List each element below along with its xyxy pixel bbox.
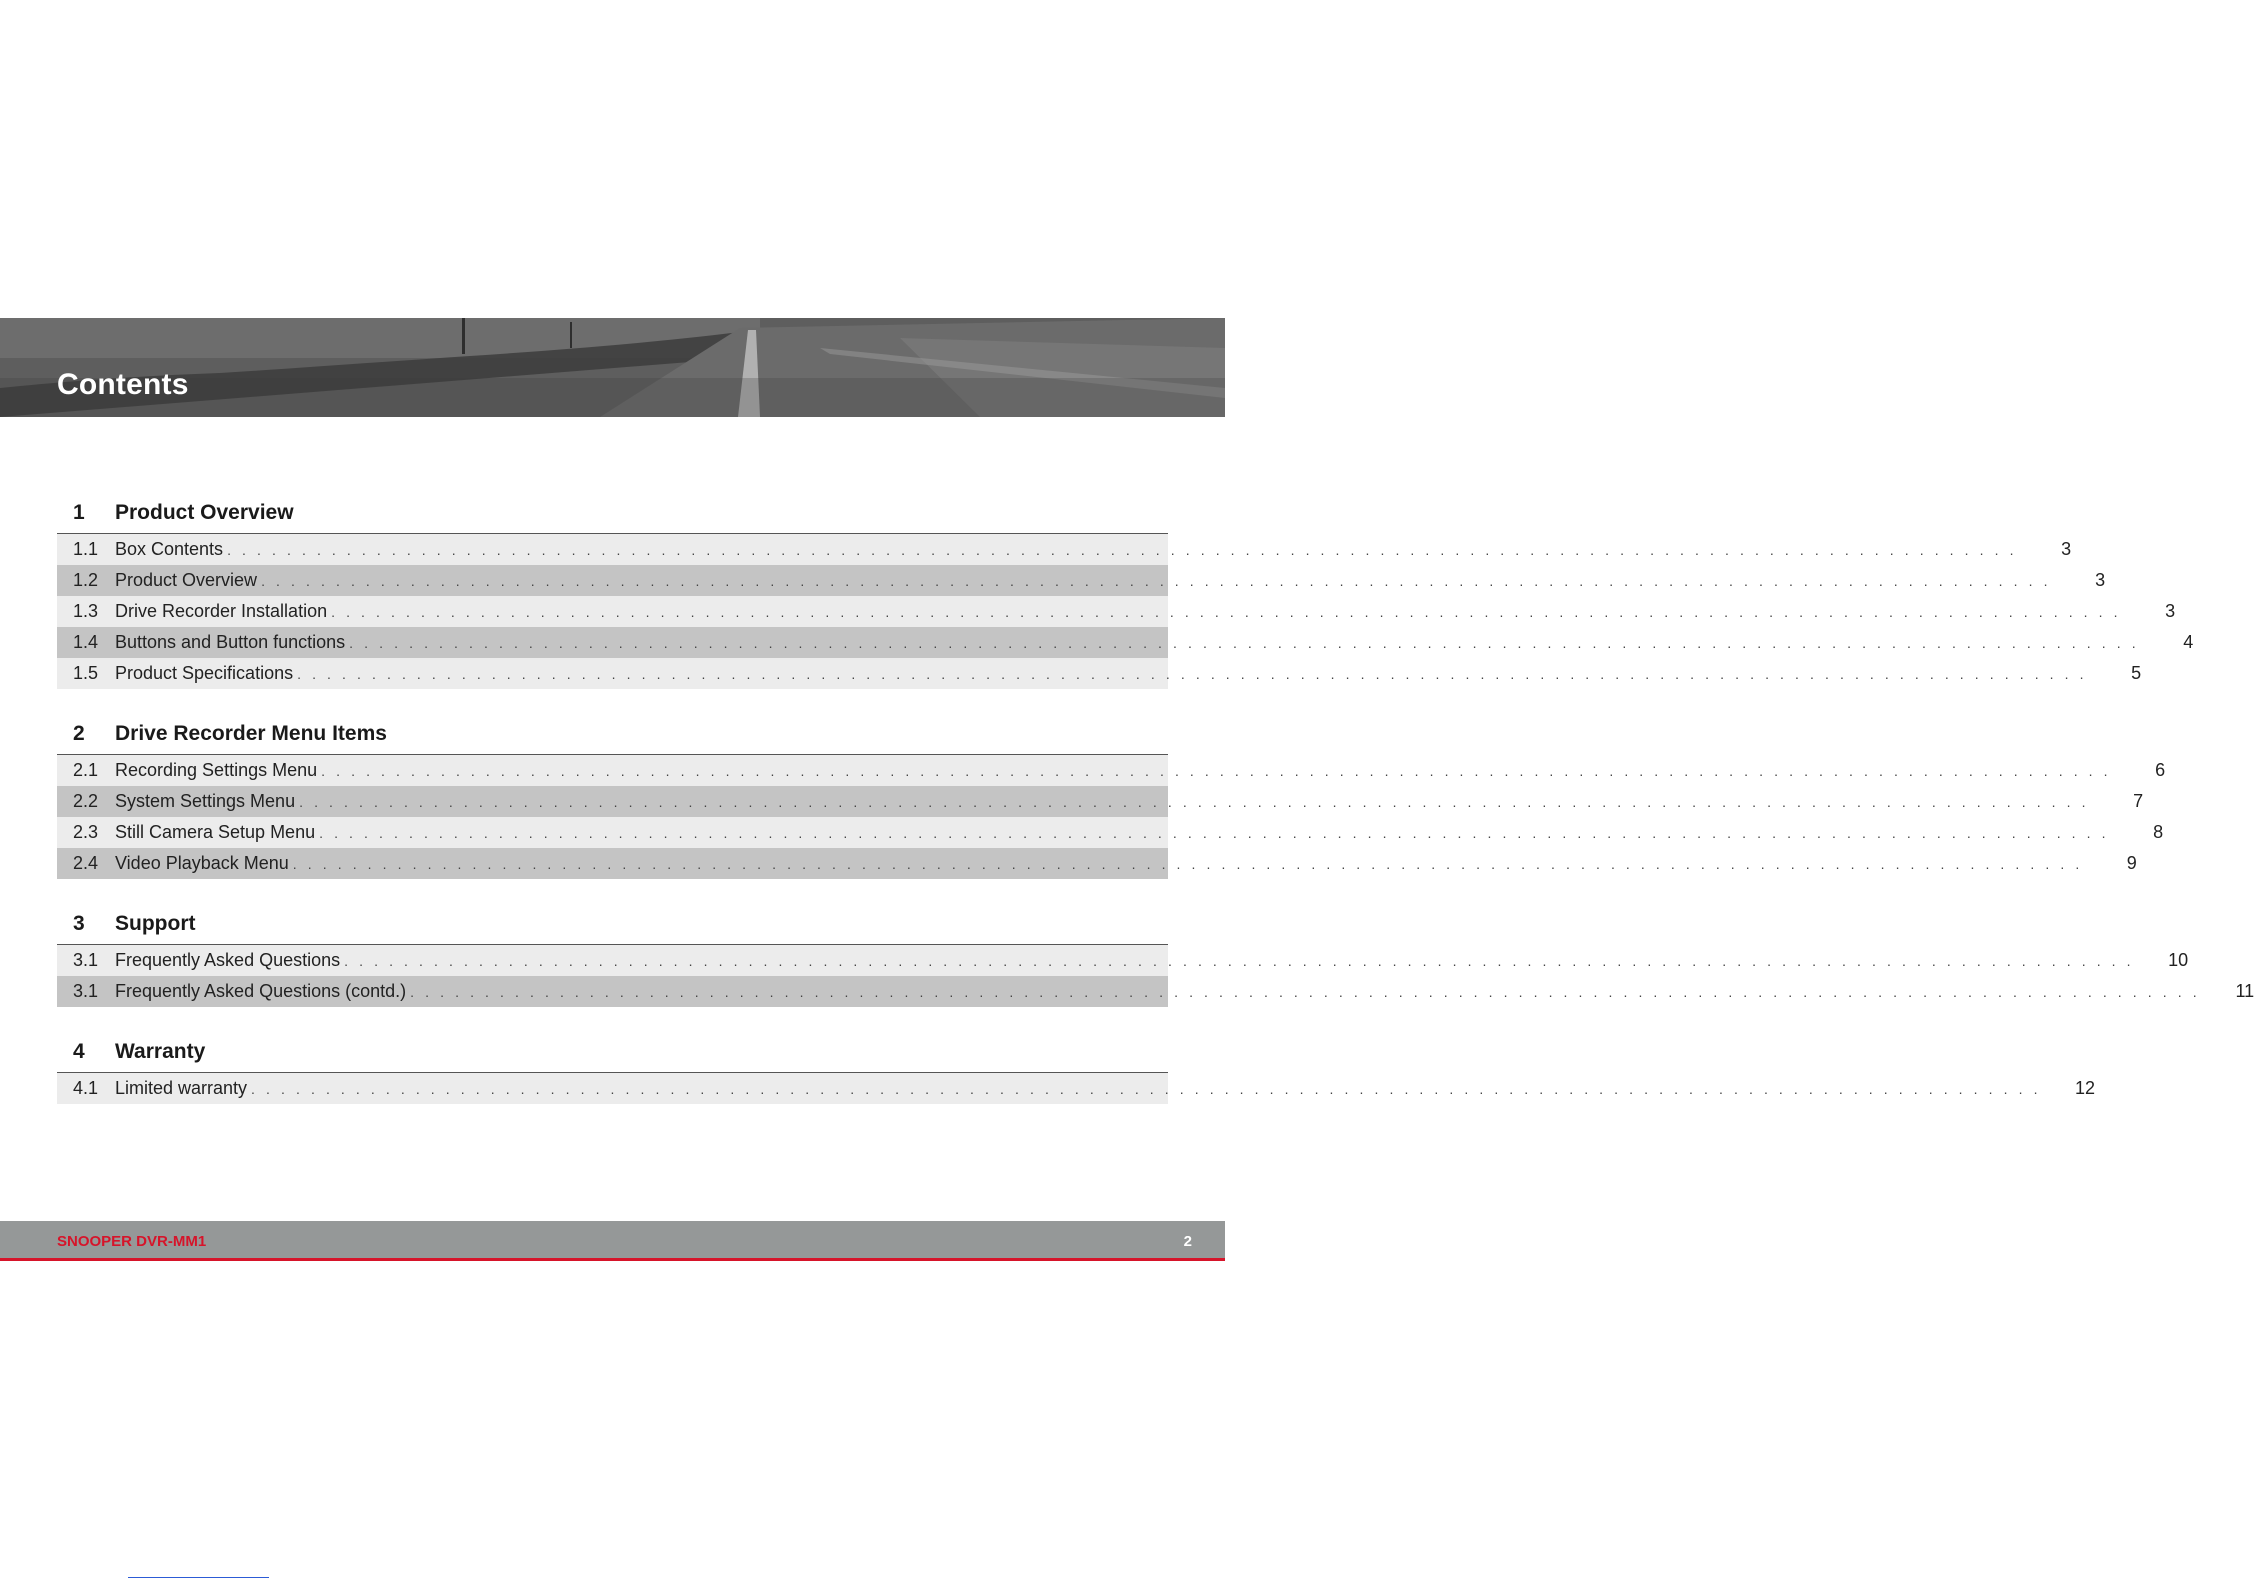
toc-section	[57, 713, 2166, 879]
entry-number: 2.1	[73, 760, 99, 780]
section-title: Drive Recorder Menu Items	[115, 722, 387, 745]
entry-number: 1.1	[73, 539, 99, 559]
page-footer	[0, 1221, 1225, 1261]
section-heading	[57, 903, 1168, 945]
section-number: 3	[73, 912, 85, 935]
section-title: Warranty	[115, 1040, 206, 1063]
toc-entry[interactable]	[57, 786, 2144, 817]
toc-entry[interactable]	[57, 755, 2166, 786]
toc-section	[57, 1031, 2096, 1104]
entry-page-number: 7	[2133, 791, 2144, 811]
dot-leader: . . . . . . . . . . . . . . . . . . . . . . . . . . . . . . . . . . . . . . . . . . . . . . . . . . . . . . . . . . . . . . . . . . . . . . . . . . . . . . . . . . . . . . . . . . . . . . . . . . . . . . . . . . . . . . . . . . . . . . . .	[227, 541, 2018, 558]
dot-leader: . . . . . . . . . . . . . . . . . . . . . . . . . . . . . . . . . . . . . . . . . . . . . . . . . . . . . . . . . . . . . . . . . . . . . . . . . . . . . . . . . . . . . . . . . . . . . . . . . . . . . . . . . . . . . . . . . . . . . . . .	[349, 634, 2140, 651]
dot-leader: . . . . . . . . . . . . . . . . . . . . . . . . . . . . . . . . . . . . . . . . . . . . . . . . . . . . . . . . . . . . . . . . . . . . . . . . . . . . . . . . . . . . . . . . . . . . . . . . . . . . . . . . . . . . . . . . . . . . . . . .	[319, 824, 2110, 841]
dot-leader: . . . . . . . . . . . . . . . . . . . . . . . . . . . . . . . . . . . . . . . . . . . . . . . . . . . . . . . . . . . . . . . . . . . . . . . . . . . . . . . . . . . . . . . . . . . . . . . . . . . . . . . . . . . . . . . . . . . . . . . .	[297, 665, 2088, 682]
dot-leader: . . . . . . . . . . . . . . . . . . . . . . . . . . . . . . . . . . . . . . . . . . . . . . . . . . . . . . . . . . . . . . . . . . . . . . . . . . . . . . . . . . . . . . . . . . . . . . . . . . . . . . . . . . . . . . . . . . . . . . . .	[321, 762, 2112, 779]
toc-entry[interactable]	[57, 1073, 2096, 1104]
toc-entry[interactable]	[57, 627, 2194, 658]
toc-entry[interactable]	[57, 817, 2164, 848]
entry-title: Buttons and Button functions	[115, 632, 346, 652]
footer-page-number: 2	[1183, 1233, 1192, 1250]
entry-number: 1.5	[73, 663, 99, 683]
entry-page-number: 9	[2126, 853, 2137, 873]
toc-entry[interactable]	[57, 945, 2189, 976]
section-number: 4	[73, 1040, 85, 1063]
entry-page-number: 5	[2131, 663, 2142, 683]
entry-page-number: 6	[2155, 760, 2166, 780]
entry-title: Frequently Asked Questions (contd.)	[115, 981, 407, 1001]
dot-leader: . . . . . . . . . . . . . . . . . . . . . . . . . . . . . . . . . . . . . . . . . . . . . . . . . . . . . . . . . . . . . . . . . . . . . . . . . . . . . . . . . . . . . . . . . . . . . . . . . . . . . . . . . . . . . . . . . . . . . . . .	[410, 983, 2201, 1000]
entry-title: Limited warranty	[115, 1078, 248, 1098]
dot-leader: . . . . . . . . . . . . . . . . . . . . . . . . . . . . . . . . . . . . . . . . . . . . . . . . . . . . . . . . . . . . . . . . . . . . . . . . . . . . . . . . . . . . . . . . . . . . . . . . . . . . . . . . . . . . . . . . . . . . . . . .	[292, 855, 2083, 872]
page-title: Contents	[57, 368, 189, 401]
entry-title: Video Playback Menu	[115, 853, 289, 873]
toc-entry[interactable]	[57, 976, 2255, 1007]
section-heading	[57, 1031, 1168, 1073]
toc-entry[interactable]	[57, 596, 2176, 627]
section-number: 2	[73, 722, 85, 745]
bottom-link-underline	[128, 1577, 269, 1578]
entry-title: Still Camera Setup Menu	[115, 822, 316, 842]
entry-page-number: 3	[2061, 539, 2072, 559]
table-of-contents	[57, 492, 2255, 1128]
footer-brand: SNOOPER DVR-MM1	[57, 1233, 207, 1250]
toc-entry[interactable]	[57, 658, 2142, 689]
dot-leader: . . . . . . . . . . . . . . . . . . . . . . . . . . . . . . . . . . . . . . . . . . . . . . . . . . . . . . . . . . . . . . . . . . . . . . . . . . . . . . . . . . . . . . . . . . . . . . . . . . . . . . . . . . . . . . . . . . . . . . . .	[251, 1080, 2042, 1097]
entry-number: 1.2	[73, 570, 99, 590]
toc-entry[interactable]	[57, 534, 2072, 565]
contents-banner	[0, 318, 1225, 417]
entry-number: 1.3	[73, 601, 99, 621]
entry-number: 2.3	[73, 822, 99, 842]
entry-page-number: 4	[2183, 632, 2194, 652]
entry-page-number: 10	[2168, 950, 2189, 970]
section-number: 1	[73, 501, 85, 524]
section-heading	[57, 492, 1168, 534]
entry-page-number: 8	[2153, 822, 2164, 842]
toc-entry[interactable]	[57, 565, 2106, 596]
dot-leader: . . . . . . . . . . . . . . . . . . . . . . . . . . . . . . . . . . . . . . . . . . . . . . . . . . . . . . . . . . . . . . . . . . . . . . . . . . . . . . . . . . . . . . . . . . . . . . . . . . . . . . . . . . . . . . . . . . . . . . . .	[344, 952, 2135, 969]
entry-number: 3.1	[73, 950, 99, 970]
section-title: Product Overview	[115, 501, 294, 524]
entry-number: 1.4	[73, 632, 99, 652]
toc-entry[interactable]	[57, 848, 2137, 879]
toc-section	[57, 903, 2255, 1007]
entry-number: 2.2	[73, 791, 99, 811]
entry-page-number: 12	[2075, 1078, 2096, 1098]
entry-page-number: 11	[2235, 981, 2255, 1001]
entry-number: 3.1	[73, 981, 99, 1001]
entry-page-number: 3	[2095, 570, 2106, 590]
entry-title: Recording Settings Menu	[115, 760, 318, 780]
entry-title: Product Overview	[115, 570, 258, 590]
toc-section	[57, 492, 2194, 689]
section-title: Support	[115, 912, 196, 935]
entry-number: 2.4	[73, 853, 99, 873]
entry-title: Box Contents	[115, 539, 224, 559]
entry-title: System Settings Menu	[115, 791, 296, 811]
entry-number: 4.1	[73, 1078, 99, 1098]
section-heading	[57, 713, 1168, 755]
entry-title: Drive Recorder Installation	[115, 601, 328, 621]
dot-leader: . . . . . . . . . . . . . . . . . . . . . . . . . . . . . . . . . . . . . . . . . . . . . . . . . . . . . . . . . . . . . . . . . . . . . . . . . . . . . . . . . . . . . . . . . . . . . . . . . . . . . . . . . . . . . . . . . . . . . . . .	[299, 793, 2090, 810]
entry-title: Frequently Asked Questions	[115, 950, 341, 970]
dot-leader: . . . . . . . . . . . . . . . . . . . . . . . . . . . . . . . . . . . . . . . . . . . . . . . . . . . . . . . . . . . . . . . . . . . . . . . . . . . . . . . . . . . . . . . . . . . . . . . . . . . . . . . . . . . . . . . . . . . . . . . .	[261, 572, 2052, 589]
entry-title: Product Specifications	[115, 663, 294, 683]
dot-leader: . . . . . . . . . . . . . . . . . . . . . . . . . . . . . . . . . . . . . . . . . . . . . . . . . . . . . . . . . . . . . . . . . . . . . . . . . . . . . . . . . . . . . . . . . . . . . . . . . . . . . . . . . . . . . . . . . . . . . . . .	[331, 603, 2122, 620]
entry-page-number: 3	[2165, 601, 2176, 621]
